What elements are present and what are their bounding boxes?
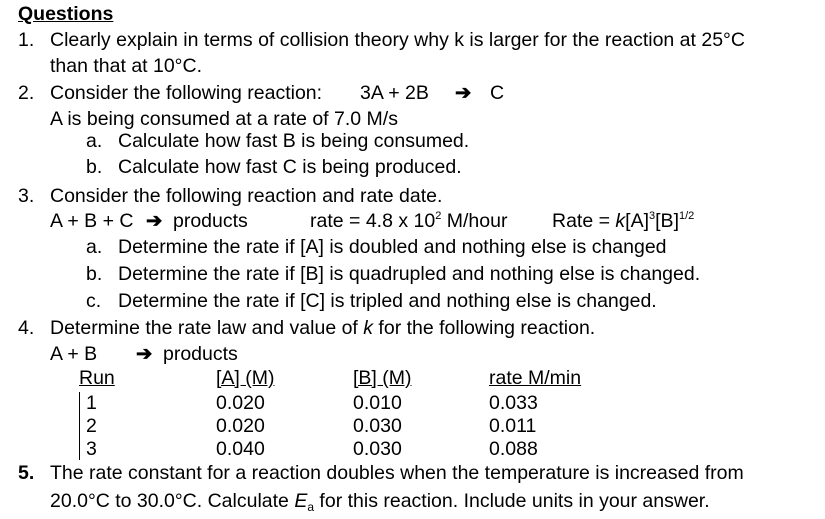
q3-rate-value: rate = 4.8 x $10^2$ M/hour [310, 210, 508, 232]
q3-reaction-left: A + B + C [50, 210, 134, 232]
q3a-text: Determine the rate if [A] is doubled and nothing else is changed [118, 236, 667, 258]
q2a-label: a. [86, 130, 103, 152]
q1-number: 1. [18, 29, 35, 51]
table-cell: 3 [86, 438, 97, 460]
table-cell: 0.020 [216, 415, 265, 437]
table-cell: 2 [86, 415, 97, 437]
table-cell: 0.040 [216, 438, 265, 460]
q2-intro: Consider the following reaction: [50, 82, 323, 104]
q2a-text: Calculate how fast B is being consumed. [118, 130, 470, 152]
q3c-text: Determine the rate if [C] is tripled and nothing else is changed. [118, 290, 657, 312]
q4-reaction-left: A + B [50, 343, 98, 365]
table-header: [A] (M) [216, 367, 275, 389]
table-header: [B] (M) [353, 367, 412, 389]
table-column-divider [79, 392, 80, 460]
table-cell: 0.030 [353, 415, 402, 437]
q2-number: 2. [18, 82, 35, 104]
q3-number: 3. [18, 185, 35, 207]
q1-text-line2: than that at 10°C. [50, 55, 202, 77]
q1-text-line1: Clearly explain in terms of collision theory why k is larger for the reaction at 25°C [50, 29, 745, 51]
table-header: Run [79, 367, 115, 389]
q2-reaction-right: C [490, 82, 505, 104]
table-cell: 1 [86, 392, 97, 414]
q3b-text: Determine the rate if [B] is quadrupled and nothing else is changed. [118, 263, 701, 285]
q3-rate-law: Rate = $k[A]^3[B]^{1/2}$ [552, 210, 695, 232]
q3a-label: a. [86, 236, 103, 258]
table-cell: 0.010 [353, 392, 402, 414]
table-cell: 0.030 [353, 438, 402, 460]
q3-reaction-right: products [173, 210, 248, 232]
table-cell: 0.011 [489, 415, 537, 437]
q2-line2: A is being consumed at a rate of 7.0 M/s [50, 108, 398, 130]
reaction-arrow-icon: ➔ [455, 82, 472, 104]
reaction-arrow-icon: ➔ [136, 343, 153, 365]
q3c-label: c. [86, 290, 102, 312]
reaction-arrow-icon: ➔ [146, 210, 163, 232]
q2b-text: Calculate how fast C is being produced. [118, 156, 462, 178]
q4-intro: Determine the rate law and value of k for the following reaction. [50, 317, 596, 339]
q4-reaction-right: products [163, 343, 238, 365]
page-title: Questions [18, 3, 114, 25]
q3-intro: Consider the following reaction and rate date. [50, 185, 443, 207]
table-cell: 0.020 [216, 392, 265, 414]
q3b-label: b. [86, 263, 103, 285]
table-cell: 0.088 [489, 438, 538, 460]
q5-text-line2: 20.0°C to 30.0°C. Calculate $E_a$ for this reaction. Include units in your answer. [50, 490, 710, 514]
q2b-label: b. [86, 156, 103, 178]
table-header: rate M/min [489, 367, 582, 389]
table-cell: 0.033 [489, 392, 538, 414]
q5-text-line1: The rate constant for a reaction doubles when the temperature is increased from [50, 462, 744, 484]
q4-number: 4. [18, 317, 35, 339]
q2-reaction-left: 3A + 2B [360, 82, 429, 104]
q5-number: 5. [18, 462, 35, 484]
